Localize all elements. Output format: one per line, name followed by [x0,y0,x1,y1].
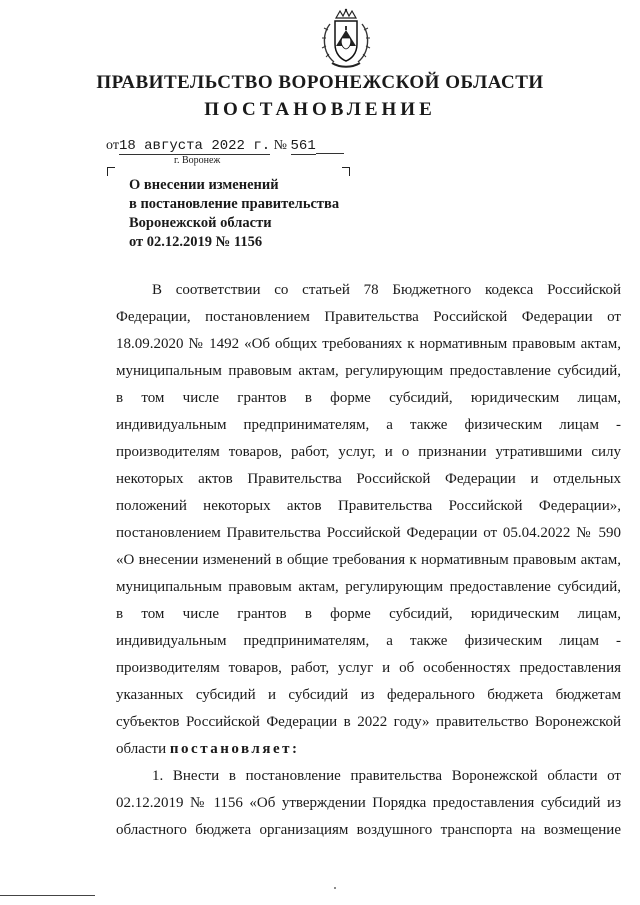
from-label: от [106,138,119,153]
document-body [116,277,621,844]
item1-line: 02.12.2019 № 1156 «Об утверждении Порядка предоставления субсидий из [116,795,621,811]
body-line: индивидуальным предпринимателям, а также физическим лицам - [116,633,621,649]
body-line: «О внесении изменений в общие требования к нормативным правовым актам, [116,552,621,568]
body-line: указанных субсидий и субсидий из федерального бюджета бюджетам [116,687,621,703]
government-name: ПРАВИТЕЛЬСТВО ВОРОНЕЖСКОЙ ОБЛАСТИ [96,72,544,93]
subject-bracket-right [342,167,350,176]
body-line: положений некоторых актов Правительства Российской Федерации», [116,498,621,514]
body-line: некоторых актов Правительства Российской Федерации и отдельных [116,471,621,487]
subject-line: О внесении изменений [129,177,279,193]
page-mark [334,887,336,889]
document-date: 18 августа 2022 г. [118,138,271,154]
subject-bracket-left [107,167,115,176]
body-line: постановлением Правительства Российской Федерации от 05.04.2022 № 590 [116,525,621,541]
body-line: производителям товаров, работ, услуг, и о признании утратившими силу [116,444,621,460]
item1-line: 1. Внести в постановление правительства Воронежской области от [152,768,621,784]
body-line: в том числе грантов в форме субсидий, юридическим лицам, [116,390,621,406]
document-type-title: ПОСТАНОВЛЕНИЕ [204,99,436,120]
item1-line: областного бюджета организациям воздушного транспорта на возмещение [116,822,621,838]
body-line: Федерации, постановлением Правительства Российской Федерации от [116,309,621,325]
body-line: субъектов Российской Федерации в 2022 году» правительство Воронежской [116,714,621,730]
decree-word: постановляет: [169,741,300,757]
decree-prefix: области [116,741,167,757]
body-line: индивидуальным предпринимателям, а также физическим лицам - [116,417,621,433]
footer-rule [0,895,95,896]
voronezh-coat-of-arms-icon [318,8,374,70]
body-line: В соответствии со статьей 78 Бюджетного кодекса Российской [152,282,621,298]
subject-line: от 02.12.2019 № 1156 [129,234,263,250]
body-line: производителям товаров, работ, услуг и об особенностях предоставления [116,660,621,676]
decree-line [116,736,621,763]
subject-block [129,176,339,252]
body-line: муниципальным правовым актам, регулирующим предоставление субсидий, [116,363,621,379]
number-label: № [273,138,288,153]
date-number-line [106,138,344,154]
subject-line: в постановление правительства [129,196,340,212]
body-line: 18.09.2020 № 1492 «Об общих требованиях к нормативным правовым актам, [116,336,621,352]
body-line: муниципальным правовым актам, регулирующим предоставление субсидий, [116,579,621,595]
body-line: в том числе грантов в форме субсидий, юридическим лицам, [116,606,621,622]
document-number: 561 [290,138,316,154]
city-label: г. Воронеж [174,155,221,166]
subject-line: Воронежской области [129,215,272,231]
